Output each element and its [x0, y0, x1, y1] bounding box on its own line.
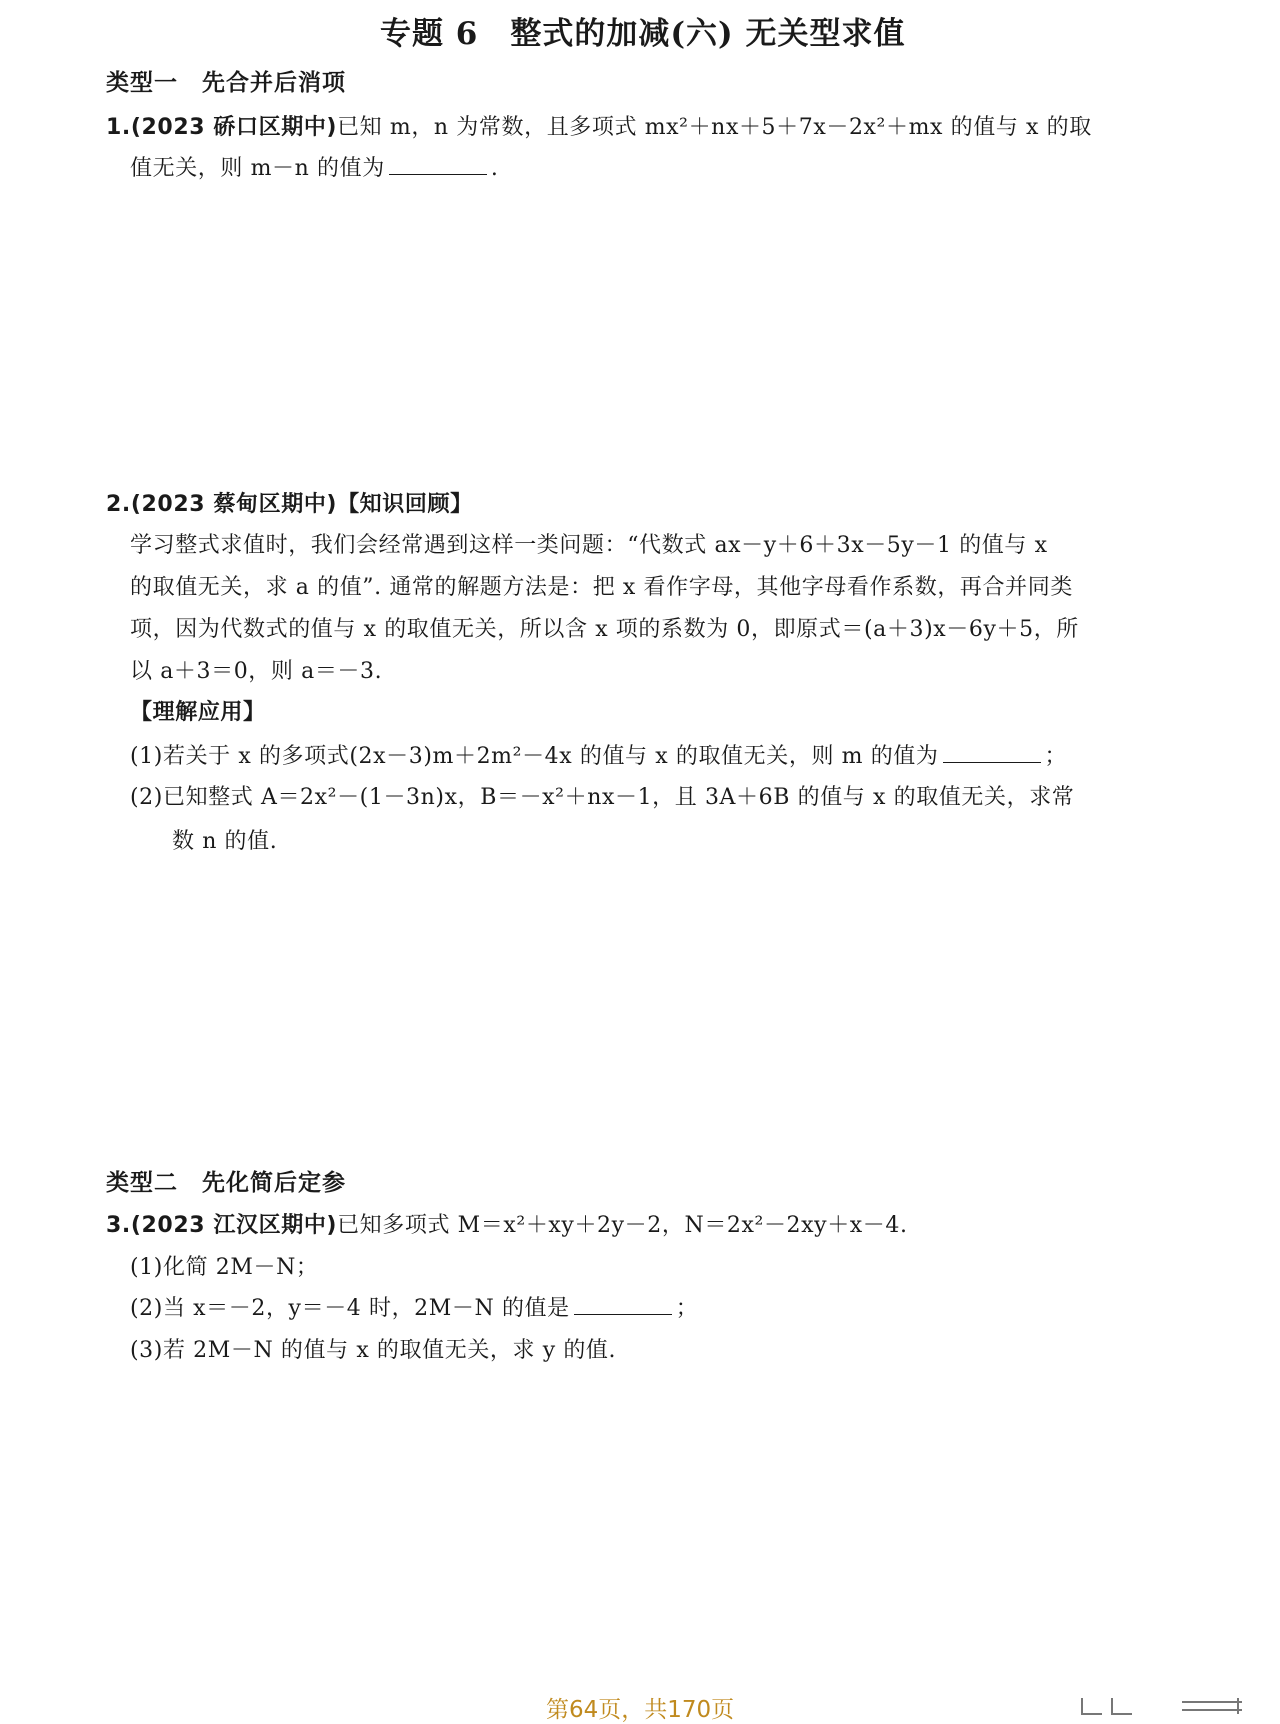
question-text: ；	[675, 1296, 699, 1321]
question-2-para-line-2: 的取值无关，求 a 的值”. 通常的解题方法是：把 x 看作字母，其他字母看作系数，再合并同类	[130, 575, 1073, 600]
menu-icon[interactable]	[1182, 1698, 1242, 1714]
question-text: .	[490, 156, 499, 181]
question-2-sub-1	[130, 739, 1067, 770]
answer-blank	[574, 1294, 672, 1315]
viewer-controls	[1072, 1694, 1252, 1718]
page-indicator: 第64页，共170页	[546, 1697, 735, 1723]
question-text: (2)当 x＝－2，y＝－4 时，2M－N 的值是	[130, 1296, 570, 1321]
question-3-sub-2	[130, 1291, 698, 1322]
question-1-line-1	[106, 110, 1092, 141]
question-2-para-line-3: 项，因为代数式的值与 x 的取值无关，所以含 x 项的系数为 0，即原式＝(a＋3)x－6y＋5，所	[130, 617, 1079, 642]
question-source: (2023 江汉区期中)	[130, 1213, 338, 1238]
question-2-para-line-1: 学习整式求值时，我们会经常遇到这样一类问题：“代数式 ax－y＋6＋3x－5y－1 的值与 x	[130, 533, 1048, 558]
section-heading-type2: 类型二 先化简后定参	[106, 1170, 346, 1196]
knowledge-review-tag: 【知识回顾】	[337, 492, 473, 517]
question-source: (2023 蔡甸区期中)	[130, 492, 338, 517]
question-2-sub-2-line-2: 数 n 的值.	[172, 829, 278, 854]
page-title: 专题 6 整式的加减(六) 无关型求值	[380, 16, 906, 52]
answer-blank	[943, 742, 1041, 763]
fullscreen-icon[interactable]	[1082, 1698, 1132, 1714]
question-text: 值无关，则 m－n 的值为	[130, 156, 385, 181]
question-text: 已知 m，n 为常数，且多项式 mx²＋nx＋5＋7x－2x²＋mx 的值与 x 的取	[337, 115, 1092, 140]
question-text: (1)若关于 x 的多项式(2x－3)m＋2m²－4x 的值与 x 的取值无关，则 m 的值为	[130, 744, 939, 769]
question-number: 3.	[106, 1213, 131, 1238]
question-source: (2023 硚口区期中)	[130, 115, 338, 140]
question-3-line-1	[106, 1208, 908, 1239]
application-tag: 【理解应用】	[130, 700, 266, 725]
question-3-sub-1: (1)化简 2M－N；	[130, 1255, 319, 1280]
question-2-sub-2-line-1: (2)已知整式 A＝2x²－(1－3n)x，B＝－x²＋nx－1，且 3A＋6B 的值与 x 的取值无关，求常	[130, 785, 1075, 810]
question-2-para-line-4: 以 a＋3＝0，则 a＝－3.	[130, 659, 383, 684]
question-text: ；	[1044, 744, 1068, 769]
question-2-header	[106, 487, 473, 518]
section-heading-type1: 类型一 先合并后消项	[106, 70, 346, 96]
answer-blank	[389, 154, 487, 175]
question-number: 1.	[106, 115, 131, 140]
question-number: 2.	[106, 492, 131, 517]
question-text: 已知多项式 M＝x²＋xy＋2y－2，N＝2x²－2xy＋x－4.	[337, 1213, 908, 1238]
question-1-line-2	[130, 151, 498, 182]
question-3-sub-3: (3)若 2M－N 的值与 x 的取值无关，求 y 的值.	[130, 1338, 617, 1363]
